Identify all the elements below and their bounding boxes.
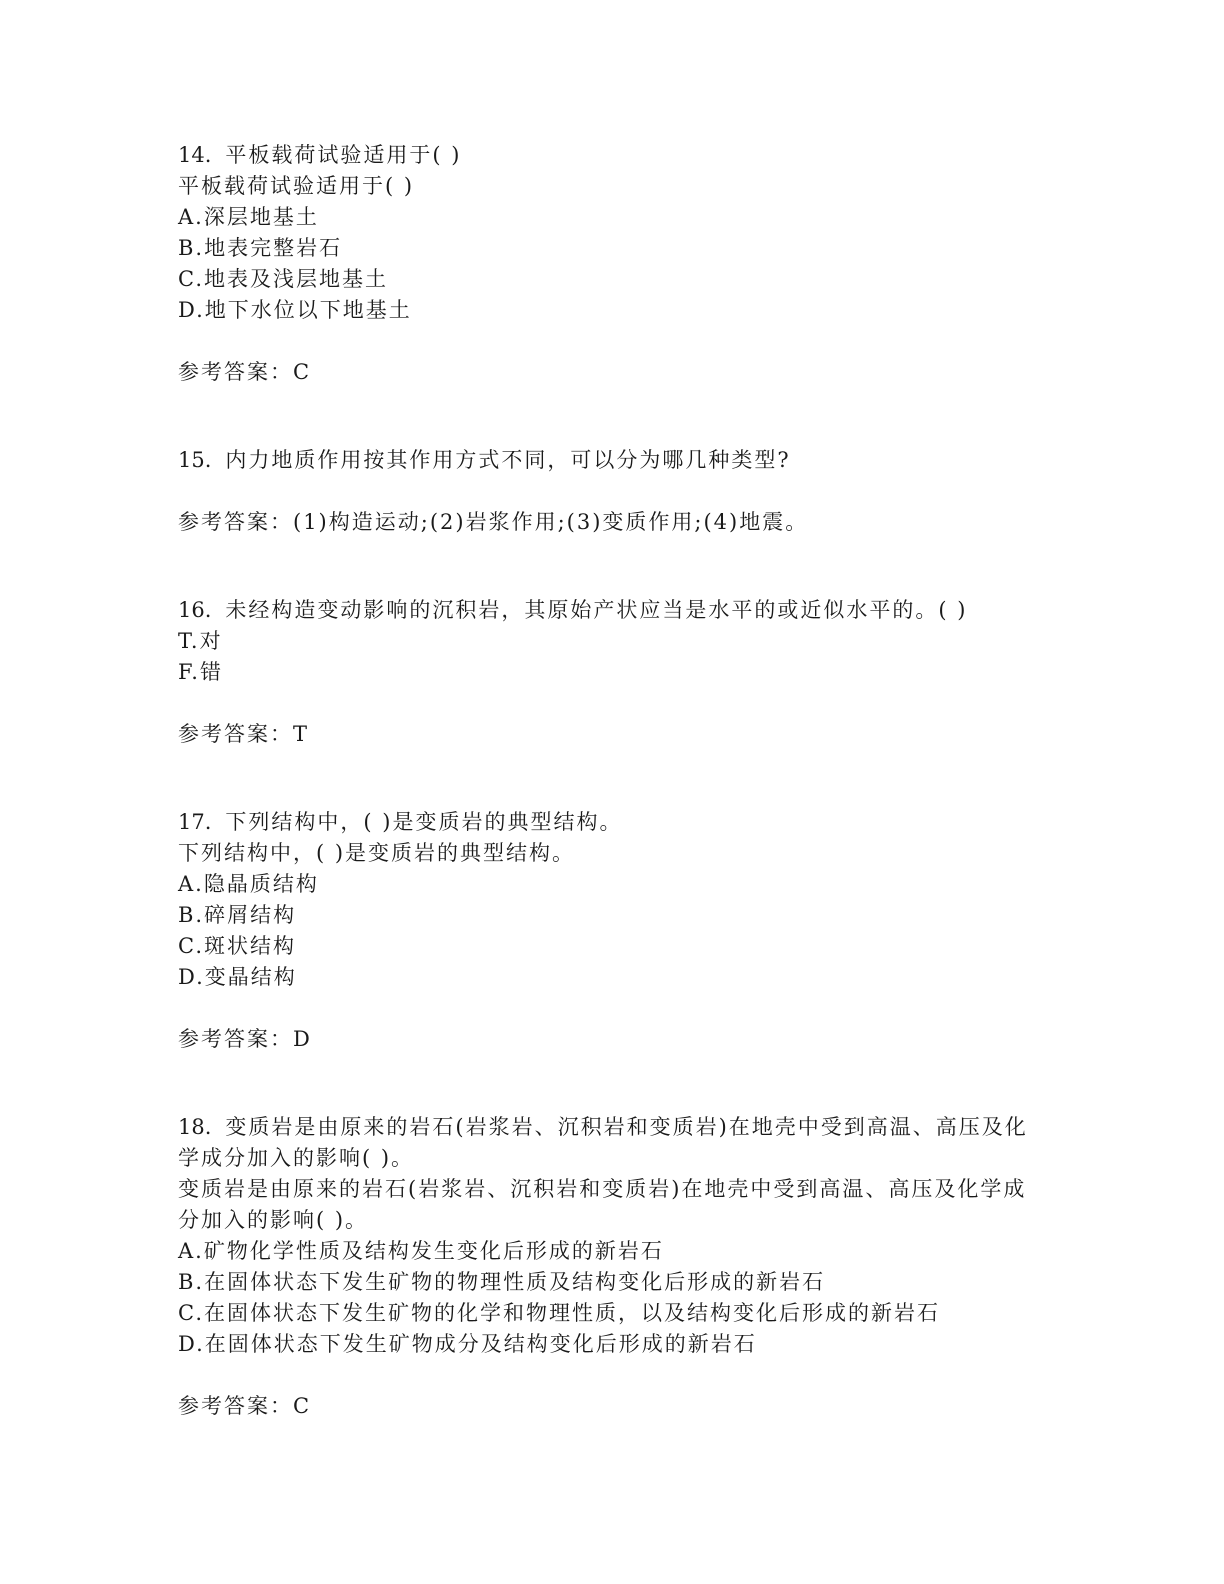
question-17 bbox=[178, 807, 1048, 1055]
option-c: C.在固体状态下发生矿物的化学和物理性质，以及结构变化后形成的新岩石 bbox=[178, 1301, 940, 1325]
option-c: C.斑状结构 bbox=[178, 934, 296, 958]
option-d: D.地下水位以下地基土 bbox=[178, 298, 412, 322]
question-title: 16. 未经构造变动影响的沉积岩，其原始产状应当是水平的或近似水平的。( ) bbox=[178, 595, 1048, 626]
question-14 bbox=[178, 140, 1048, 388]
option-a: A.深层地基土 bbox=[178, 205, 319, 229]
option-a: A.隐晶质结构 bbox=[178, 872, 319, 896]
question-title: 17. 下列结构中，( )是变质岩的典型结构。 bbox=[178, 807, 1048, 838]
answer: 参考答案：C bbox=[178, 360, 312, 384]
answer: 参考答案：C bbox=[178, 1394, 312, 1418]
question-15 bbox=[178, 445, 1048, 538]
document-page bbox=[178, 140, 1048, 1422]
question-restate: 平板载荷试验适用于( ) bbox=[178, 174, 415, 198]
option-d: D.在固体状态下发生矿物成分及结构变化后形成的新岩石 bbox=[178, 1332, 757, 1356]
question-number: 16. bbox=[178, 598, 212, 622]
option-c: C.地表及浅层地基土 bbox=[178, 267, 388, 291]
answer: 参考答案：T bbox=[178, 722, 310, 746]
question-number: 17. bbox=[178, 810, 212, 834]
question-16 bbox=[178, 595, 1048, 750]
question-number: 15. bbox=[178, 448, 212, 472]
question-title: 18. 变质岩是由原来的岩石(岩浆岩、沉积岩和变质岩)在地壳中受到高温、高压及化学成分加入的影响( )。 bbox=[178, 1112, 1048, 1174]
answer: 参考答案：D bbox=[178, 1027, 312, 1051]
option-f: F.错 bbox=[178, 660, 223, 684]
question-restate: 变质岩是由原来的岩石(岩浆岩、沉积岩和变质岩)在地壳中受到高温、高压及化学成分加入的影响( )。 bbox=[178, 1177, 1027, 1232]
option-b: B.在固体状态下发生矿物的物理性质及结构变化后形成的新岩石 bbox=[178, 1270, 826, 1294]
option-b: B.碎屑结构 bbox=[178, 903, 297, 927]
question-number: 18. bbox=[178, 1115, 212, 1139]
question-18 bbox=[178, 1112, 1048, 1422]
option-a: A.矿物化学性质及结构发生变化后形成的新岩石 bbox=[178, 1239, 664, 1263]
question-number: 14. bbox=[178, 143, 212, 167]
question-title: 15. 内力地质作用按其作用方式不同，可以分为哪几种类型? bbox=[178, 445, 1048, 476]
option-d: D.变晶结构 bbox=[178, 965, 297, 989]
option-b: B.地表完整岩石 bbox=[178, 236, 343, 260]
option-t: T.对 bbox=[178, 629, 223, 653]
answer: 参考答案：(1)构造运动;(2)岩浆作用;(3)变质作用;(4)地震。 bbox=[178, 510, 809, 534]
question-title: 14. 平板载荷试验适用于( ) bbox=[178, 140, 1048, 171]
question-restate: 下列结构中，( )是变质岩的典型结构。 bbox=[178, 841, 576, 865]
